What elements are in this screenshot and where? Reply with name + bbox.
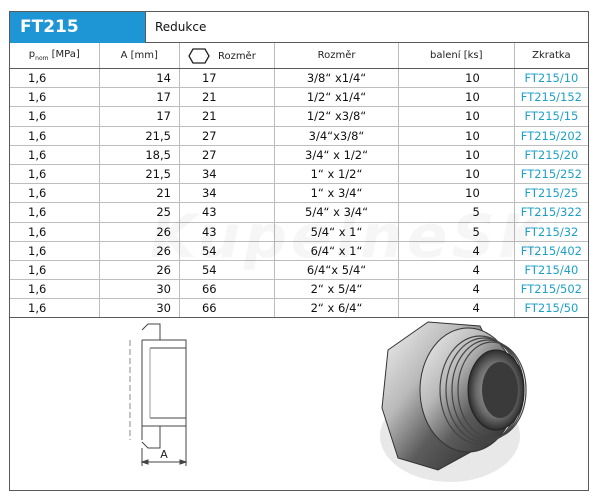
col-hex [179, 43, 274, 69]
cell-abbr[interactable]: FT215/502 [514, 280, 588, 299]
table-header-row [10, 43, 588, 69]
cell-abbr[interactable]: FT215/322 [514, 203, 588, 222]
cell-abbr[interactable]: FT215/40 [514, 260, 588, 279]
cell-package: 10 [398, 88, 514, 107]
cell-a: 21,5 [99, 126, 179, 145]
cell-package: 4 [398, 280, 514, 299]
col-dimension: Rozměr [275, 43, 398, 69]
table-row [10, 126, 588, 145]
cell-hex: 17 [179, 69, 274, 88]
table-row [10, 184, 588, 203]
table-row [10, 260, 588, 279]
cell-package: 10 [398, 69, 514, 88]
cell-hex: 43 [179, 203, 274, 222]
table-row [10, 241, 588, 260]
cell-a: 21 [99, 184, 179, 203]
cell-pressure: 1,6 [10, 260, 99, 279]
cell-pressure: 1,6 [10, 203, 99, 222]
dimension-a-label: A [160, 448, 168, 461]
cell-package: 4 [398, 241, 514, 260]
cell-a: 25 [99, 203, 179, 222]
table-row [10, 164, 588, 183]
cell-abbr[interactable]: FT215/25 [514, 184, 588, 203]
technical-drawing [130, 324, 186, 466]
table-row [10, 107, 588, 126]
pressure-subscript: nom [35, 55, 49, 62]
cell-abbr[interactable]: FT215/10 [514, 69, 588, 88]
cell-package: 10 [398, 184, 514, 203]
cell-package: 4 [398, 299, 514, 318]
cell-abbr[interactable]: FT215/252 [514, 164, 588, 183]
col-a: A [mm] [99, 43, 179, 69]
cell-a: 14 [99, 69, 179, 88]
cell-abbr[interactable]: FT215/202 [514, 126, 588, 145]
cell-dimension: 6/4“x 5/4“ [275, 260, 398, 279]
product-name: Redukce [145, 12, 588, 43]
cell-a: 30 [99, 280, 179, 299]
cell-pressure: 1,6 [10, 126, 99, 145]
cell-a: 26 [99, 222, 179, 241]
table-row [10, 69, 588, 88]
table-row [10, 145, 588, 164]
table-row [10, 203, 588, 222]
cell-dimension: 1/2“ x3/8“ [275, 107, 398, 126]
cell-hex: 27 [179, 126, 274, 145]
cell-abbr[interactable]: FT215/152 [514, 88, 588, 107]
fitting-photo [380, 322, 526, 482]
product-code: FT215 [10, 12, 145, 43]
table-row [10, 88, 588, 107]
cell-pressure: 1,6 [10, 241, 99, 260]
cell-hex: 66 [179, 280, 274, 299]
cell-dimension: 3/4“ x 1/2“ [275, 145, 398, 164]
cell-a: 26 [99, 260, 179, 279]
cell-a: 17 [99, 88, 179, 107]
cell-dimension: 1“ x 3/4“ [275, 184, 398, 203]
cell-hex: 66 [179, 299, 274, 318]
cell-hex: 54 [179, 260, 274, 279]
cell-pressure: 1,6 [10, 88, 99, 107]
table-row [10, 222, 588, 241]
cell-dimension: 3/4“x3/8“ [275, 126, 398, 145]
cell-dimension: 1“ x 1/2“ [275, 164, 398, 183]
cell-hex: 21 [179, 88, 274, 107]
cell-pressure: 1,6 [10, 280, 99, 299]
cell-dimension: 1/2“ x1/4“ [275, 88, 398, 107]
cell-package: 4 [398, 260, 514, 279]
col-package: balení [ks] [398, 43, 514, 69]
cell-pressure: 1,6 [10, 299, 99, 318]
cell-abbr[interactable]: FT215/20 [514, 145, 588, 164]
cell-abbr[interactable]: FT215/32 [514, 222, 588, 241]
cell-package: 10 [398, 164, 514, 183]
cell-abbr[interactable]: FT215/50 [514, 299, 588, 318]
cell-dimension: 3/8“ x1/4“ [275, 69, 398, 88]
cell-package: 10 [398, 107, 514, 126]
cell-package: 10 [398, 145, 514, 164]
cell-pressure: 1,6 [10, 69, 99, 88]
cell-dimension: 6/4“ x 1“ [275, 241, 398, 260]
cell-package: 5 [398, 203, 514, 222]
table-body [10, 69, 588, 318]
hexagon-icon [188, 48, 210, 64]
pressure-unit: [MPa] [51, 49, 80, 60]
cell-a: 30 [99, 299, 179, 318]
cell-hex: 34 [179, 184, 274, 203]
cell-abbr[interactable]: FT215/15 [514, 107, 588, 126]
cell-hex: 34 [179, 164, 274, 183]
spec-table [10, 43, 588, 318]
title-row [10, 12, 588, 43]
product-sheet [9, 11, 589, 491]
cell-dimension: 5/4“ x 1“ [275, 222, 398, 241]
cell-dimension: 2“ x 6/4“ [275, 299, 398, 318]
col-abbr: Zkratka [514, 43, 588, 69]
table-row [10, 280, 588, 299]
cell-dimension: 5/4“ x 3/4“ [275, 203, 398, 222]
cell-hex: 27 [179, 145, 274, 164]
drawings [10, 308, 588, 490]
cell-pressure: 1,6 [10, 107, 99, 126]
cell-a: 18,5 [99, 145, 179, 164]
cell-package: 10 [398, 126, 514, 145]
cell-package: 5 [398, 222, 514, 241]
col-pressure [10, 43, 99, 69]
cell-pressure: 1,6 [10, 222, 99, 241]
cell-abbr[interactable]: FT215/402 [514, 241, 588, 260]
cell-hex: 43 [179, 222, 274, 241]
cell-a: 26 [99, 241, 179, 260]
col-hex-label: Rozměr [217, 50, 256, 62]
cell-pressure: 1,6 [10, 145, 99, 164]
cell-hex: 54 [179, 241, 274, 260]
cell-dimension: 2“ x 5/4“ [275, 280, 398, 299]
cell-pressure: 1,6 [10, 184, 99, 203]
cell-pressure: 1,6 [10, 164, 99, 183]
cell-a: 17 [99, 107, 179, 126]
cell-hex: 21 [179, 107, 274, 126]
cell-a: 21,5 [99, 164, 179, 183]
pressure-label: p [28, 49, 36, 60]
picture-area [10, 308, 588, 490]
